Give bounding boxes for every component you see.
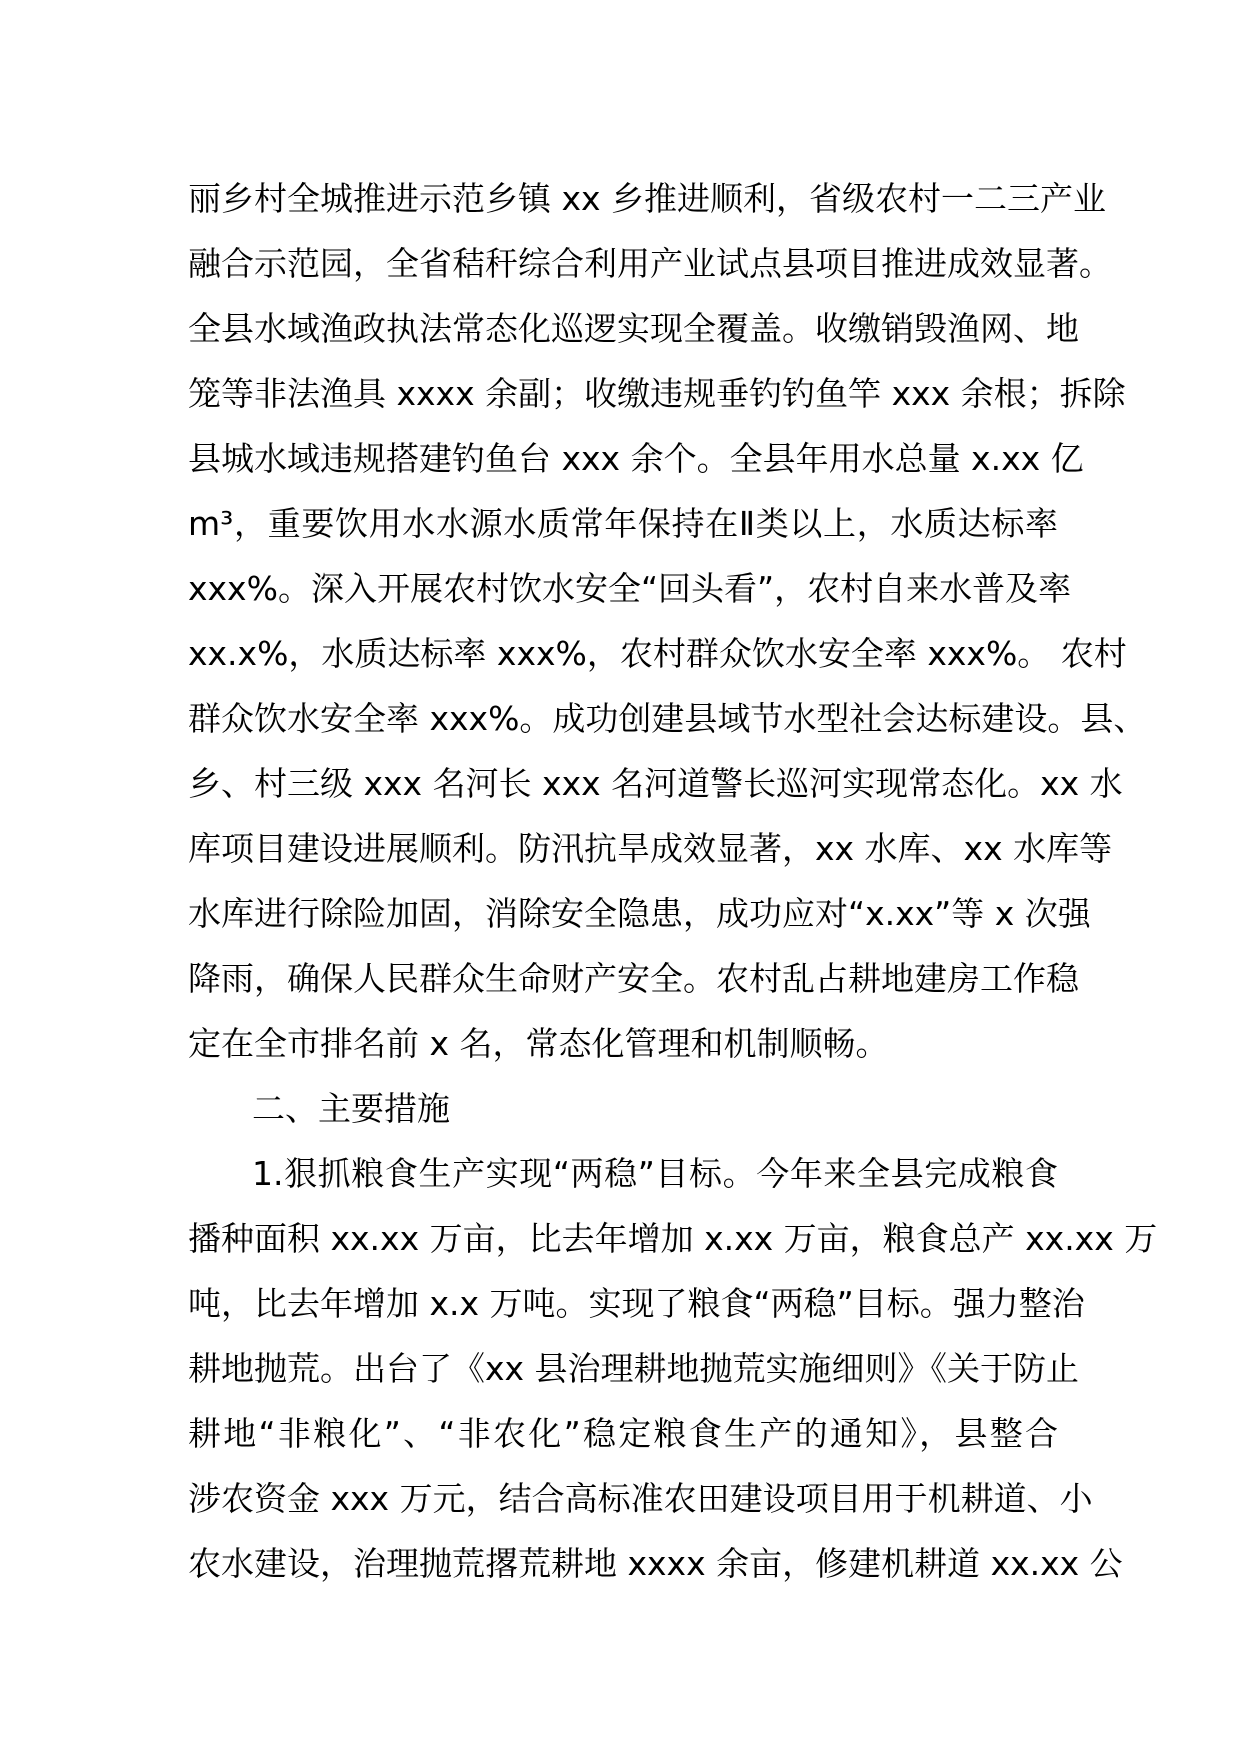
text-line: 融合示范园，全省秸秆综合利用产业试点县项目推进成效显著。 [188, 244, 1112, 283]
text-line: m³，重要饮用水水源水质常年保持在Ⅱ类以上，水质达标率 [188, 504, 1058, 543]
text-line: 降雨，确保人民群众生命财产安全。农村乱占耕地建房工作稳 [188, 959, 1079, 998]
text-line: xxx%。深入开展农村饮水安全“回头看”，农村自来水普及率 [188, 569, 1072, 608]
text-line: 农水建设，治理抛荒撂荒耕地 xxxx 余亩，修建机耕道 xx.xx 公 [188, 1544, 1123, 1583]
text-line: 群众饮水安全率 xxx%。成功创建县域节水型社会达标建设。县、 [188, 699, 1147, 738]
text-line: 县城水域违规搭建钓鱼台 xxx 余个。全县年用水总量 x.xx 亿 [188, 439, 1084, 478]
text-line: 定在全市排名前 x 名，常态化管理和机制顺畅。 [188, 1024, 889, 1063]
document-body [188, 166, 1158, 1596]
text-line: 播种面积 xx.xx 万亩，比去年增加 x.xx 万亩，粮食总产 xx.xx 万 [188, 1219, 1158, 1258]
text-line: 1.狠抓粮食生产实现“两稳”目标。今年来全县完成粮食 [252, 1154, 1058, 1193]
text-line: 水库进行除险加固，消除安全隐患，成功应对“x.xx”等 x 次强 [188, 894, 1091, 933]
section-heading: 二、主要措施 [252, 1089, 450, 1128]
text-line: 耕地“非粮化”、“非农化”稳定粮食生产的通知》，县整合 [188, 1414, 1058, 1453]
text-line: 全县水域渔政执法常态化巡逻实现全覆盖。收缴销毁渔网、地 [188, 309, 1079, 348]
text-line: 涉农资金 xxx 万元，结合高标准农田建设项目用于机耕道、小 [188, 1479, 1093, 1518]
text-line: 吨，比去年增加 x.x 万吨。实现了粮食“两稳”目标。强力整治 [188, 1284, 1085, 1323]
text-line: 丽乡村全城推进示范乡镇 xx 乡推进顺利，省级农村一二三产业 [188, 179, 1107, 218]
text-line: 笼等非法渔具 xxxx 余副；收缴违规垂钓钓鱼竿 xxx 余根；拆除 [188, 374, 1126, 413]
text-line: 乡、村三级 xxx 名河长 xxx 名河道警长巡河实现常态化。xx 水 [188, 764, 1123, 803]
text-line: xx.x%，水质达标率 xxx%，农村群众饮水安全率 xxx%。 农村 [188, 634, 1127, 673]
text-line: 库项目建设进展顺利。防汛抗旱成效显著，xx 水库、xx 水库等 [188, 829, 1113, 868]
text-line: 耕地抛荒。出台了《xx 县治理耕地抛荒实施细则》《关于防止 [188, 1349, 1080, 1388]
